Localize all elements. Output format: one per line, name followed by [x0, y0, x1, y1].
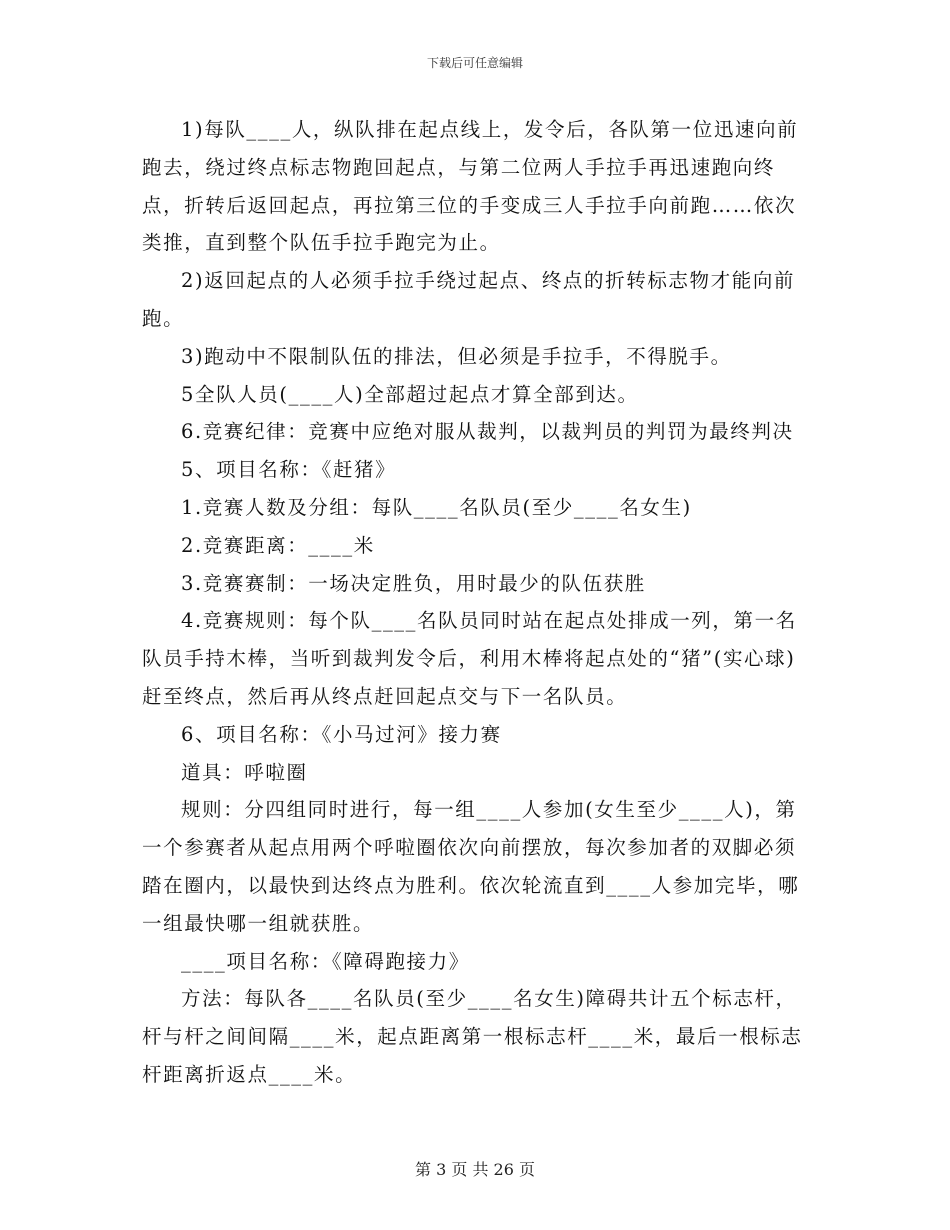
paragraph-equipment: 道具：呼啦圈 [181, 760, 308, 784]
paragraph-distance: 2.竞赛距离：____米 [181, 533, 375, 557]
paragraph-participants: 1.竞赛人数及分组：每队____名队员(至少____名女生) [181, 495, 692, 519]
paragraph-rules: 4.竞赛规则：每个队____名队员同时站在起点处排成一列，第一名队员手持木棒，当听到裁判发令后，利用木棒将起点处的“猪”(实心球)赶至终点，然后再从终点赶回起点交与下一名队员。 [142, 609, 797, 708]
paragraph-discipline: 6.竞赛纪律：竞赛中应绝对服从裁判，以裁判员的判罚为最终判决 [181, 420, 794, 444]
page-header: 下载后可任意编辑 [426, 56, 523, 70]
paragraph-relay-rule-2: 2)返回起点的人必须手拉手绕过起点、终点的折转标志物才能向前跑。 [142, 269, 796, 330]
paragraph-format: 3.竞赛赛制：一场决定胜负，用时最少的队伍获胜 [181, 571, 646, 595]
paragraph-relay-rule-3: 3)跑动中不限制队伍的排法，但必须是手拉手，不得脱手。 [181, 344, 732, 368]
page-footer: 第 3 页 共 26 页 [415, 1160, 535, 1179]
heading-project-6: 6、项目名称：《小马过河》接力赛 [181, 722, 502, 746]
paragraph-obstacle-method: 方法：每队各____名队员(至少____名女生)障碍共计五个标志杆，杆与杆之间间隔____米，起点距离第一根标志杆____米，最后一根标志杆距离折返点____米。 [142, 987, 803, 1086]
paragraph-relay-rule-1: 1)每队____人，纵队排在起点线上，发令后，各队第一位迅速向前跑去，绕过终点标志物跑回起点，与第二位两人手拉手再迅速跑向终点，折转后返回起点，再拉第三位的手变成三人手拉手向前跑……依次类推，直到整个队伍手拉手跑完为止。 [142, 118, 799, 255]
heading-obstacle-relay: ____项目名称：《障碍跑接力》 [181, 949, 470, 973]
heading-project-5: 5、项目名称：《赶猪》 [181, 458, 397, 482]
paragraph-relay-finish: 5全队人员(____人)全部超过起点才算全部到达。 [181, 382, 639, 406]
document-body [142, 111, 806, 1094]
paragraph-hoop-rules: 规则：分四组同时进行，每一组____人参加(女生至少____人)，第一个参赛者从起点用两个呼啦圈依次向前摆放，每次参加者的双脚必须踏在圈内，以最快到达终点为胜利。依次轮流直到____人参加完毕，哪一组最快哪一组就获胜。 [142, 798, 800, 935]
